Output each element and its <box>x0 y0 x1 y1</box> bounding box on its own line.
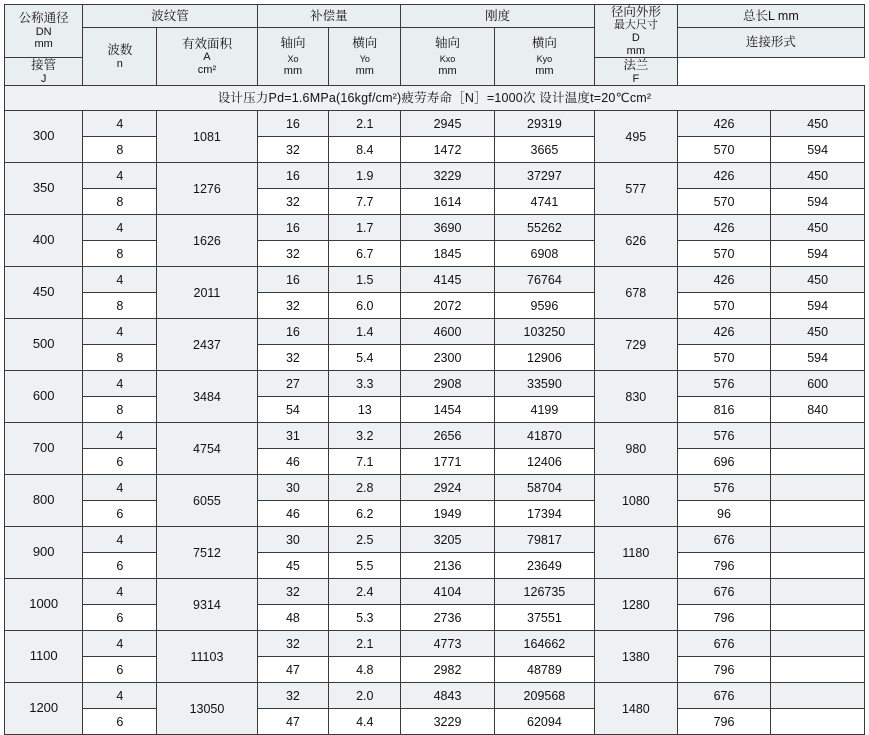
header-f-symbol: F <box>632 72 640 85</box>
cell-xo: 46 <box>257 501 329 527</box>
cell-yo: 2.1 <box>329 111 401 137</box>
cell-xo: 16 <box>257 111 329 137</box>
header-xo-label: 轴向 <box>280 35 306 50</box>
cell-xo: 16 <box>257 267 329 293</box>
header-kxo <box>401 28 495 86</box>
cell-xo: 16 <box>257 163 329 189</box>
cell-n: 6 <box>83 553 157 579</box>
header-d <box>594 5 677 58</box>
cell-f <box>771 475 865 501</box>
cell-kyo: 23649 <box>494 553 594 579</box>
cell-xo: 30 <box>257 527 329 553</box>
cell-xo: 16 <box>257 319 329 345</box>
cell-kyo: 58704 <box>494 475 594 501</box>
cell-kxo: 3229 <box>401 163 495 189</box>
cell-dn: 400 <box>5 215 83 267</box>
header-area-unit: cm² <box>197 63 217 76</box>
cell-j: 676 <box>677 683 771 709</box>
header-kxo-unit: mm <box>438 64 457 77</box>
cell-kxo: 3690 <box>401 215 495 241</box>
header-connection-type: 连接形式 <box>677 28 864 58</box>
header-j-label: 接管 <box>31 58 57 73</box>
header-kyo-label: 横向 <box>531 35 557 50</box>
cell-kxo: 2136 <box>401 553 495 579</box>
cell-f: 840 <box>771 397 865 423</box>
cell-kyo: 9596 <box>494 293 594 319</box>
cell-xo: 32 <box>257 345 329 371</box>
cell-kyo: 4741 <box>494 189 594 215</box>
cell-kyo: 12406 <box>494 449 594 475</box>
cell-j: 816 <box>677 397 771 423</box>
table-row <box>5 111 865 137</box>
table-row <box>5 163 865 189</box>
cell-n: 6 <box>83 709 157 735</box>
cell-j: 676 <box>677 631 771 657</box>
cell-kyo: 164662 <box>494 631 594 657</box>
table-row <box>5 137 865 163</box>
cell-xo: 47 <box>257 709 329 735</box>
cell-kxo: 1949 <box>401 501 495 527</box>
cell-n: 8 <box>83 241 157 267</box>
cell-j: 426 <box>677 215 771 241</box>
cell-kxo: 1771 <box>401 449 495 475</box>
header-f <box>594 58 677 86</box>
cell-kyo: 33590 <box>494 371 594 397</box>
cell-d: 626 <box>594 215 677 267</box>
cell-yo: 6.0 <box>329 293 401 319</box>
cell-kxo: 3205 <box>401 527 495 553</box>
cell-yo: 1.9 <box>329 163 401 189</box>
cell-f: 594 <box>771 137 865 163</box>
table-row <box>5 527 865 553</box>
cell-yo: 2.8 <box>329 475 401 501</box>
cell-d: 1080 <box>594 475 677 527</box>
cell-f <box>771 423 865 449</box>
header-wave-count-label: 波数 <box>107 43 133 58</box>
cell-dn: 300 <box>5 111 83 163</box>
cell-d: 729 <box>594 319 677 371</box>
cell-n: 6 <box>83 657 157 683</box>
cell-area: 1276 <box>157 163 257 215</box>
cell-kxo: 2656 <box>401 423 495 449</box>
specification-table <box>4 4 865 735</box>
cell-yo: 4.8 <box>329 657 401 683</box>
header-f-label: 法兰 <box>623 58 649 73</box>
cell-xo: 30 <box>257 475 329 501</box>
cell-dn: 600 <box>5 371 83 423</box>
cell-kxo: 2924 <box>401 475 495 501</box>
cell-kxo: 4600 <box>401 319 495 345</box>
header-j <box>5 58 83 86</box>
cell-kyo: 17394 <box>494 501 594 527</box>
cell-kyo: 79817 <box>494 527 594 553</box>
cell-kxo: 2982 <box>401 657 495 683</box>
cell-xo: 31 <box>257 423 329 449</box>
header-d-label: 径向外形 <box>610 5 661 19</box>
cell-kyo: 103250 <box>494 319 594 345</box>
cell-kyo: 41870 <box>494 423 594 449</box>
table-row <box>5 215 865 241</box>
cell-kyo: 29319 <box>494 111 594 137</box>
cell-f <box>771 657 865 683</box>
cell-dn: 1100 <box>5 631 83 683</box>
header-d-label2: 最大尺寸 <box>613 19 658 32</box>
cell-j: 570 <box>677 137 771 163</box>
cell-kyo: 37551 <box>494 605 594 631</box>
cell-f <box>771 709 865 735</box>
header-total-length: 总长L mm <box>677 5 864 28</box>
cell-kxo: 1845 <box>401 241 495 267</box>
header-xo <box>257 28 329 86</box>
header-area <box>157 28 257 86</box>
cell-f: 594 <box>771 293 865 319</box>
cell-f: 450 <box>771 319 865 345</box>
header-area-symbol: A <box>203 51 211 64</box>
cell-j: 570 <box>677 293 771 319</box>
header-wave-count-symbol: n <box>116 57 123 70</box>
cell-xo: 45 <box>257 553 329 579</box>
cell-f: 450 <box>771 267 865 293</box>
cell-kyo: 209568 <box>494 683 594 709</box>
cell-n: 6 <box>83 501 157 527</box>
cell-xo: 32 <box>257 579 329 605</box>
cell-f <box>771 501 865 527</box>
table-row <box>5 241 865 267</box>
cell-kxo: 2072 <box>401 293 495 319</box>
header-dn-label: 公称通径 <box>18 11 69 26</box>
cell-n: 8 <box>83 345 157 371</box>
cell-xo: 46 <box>257 449 329 475</box>
cell-kxo: 4145 <box>401 267 495 293</box>
header-d-unit: mm <box>626 44 645 57</box>
cell-d: 678 <box>594 267 677 319</box>
cell-f <box>771 683 865 709</box>
header-xo-unit: mm <box>283 64 303 77</box>
table-row <box>5 371 865 397</box>
table-row <box>5 319 865 345</box>
cell-d: 1480 <box>594 683 677 735</box>
cell-kxo: 2736 <box>401 605 495 631</box>
cell-area: 3484 <box>157 371 257 423</box>
cell-dn: 900 <box>5 527 83 579</box>
header-kxo-label: 轴向 <box>435 35 461 50</box>
cell-xo: 32 <box>257 189 329 215</box>
header-stiffness: 刚度 <box>401 5 595 28</box>
cell-n: 4 <box>83 163 157 189</box>
table-row <box>5 657 865 683</box>
cell-area: 13050 <box>157 683 257 735</box>
header-yo-unit: mm <box>355 64 374 77</box>
cell-j: 696 <box>677 449 771 475</box>
cell-yo: 5.5 <box>329 553 401 579</box>
header-dn <box>5 5 83 58</box>
cell-dn: 700 <box>5 423 83 475</box>
cell-xo: 16 <box>257 215 329 241</box>
cell-yo: 2.1 <box>329 631 401 657</box>
cell-kxo: 4104 <box>401 579 495 605</box>
cell-j: 570 <box>677 189 771 215</box>
cell-kxo: 1454 <box>401 397 495 423</box>
cell-n: 4 <box>83 215 157 241</box>
header-kxo-symbol: Kxo <box>439 54 456 65</box>
cell-n: 4 <box>83 683 157 709</box>
cell-xo: 48 <box>257 605 329 631</box>
cell-dn: 450 <box>5 267 83 319</box>
cell-n: 4 <box>83 475 157 501</box>
cell-area: 11103 <box>157 631 257 683</box>
cell-xo: 32 <box>257 631 329 657</box>
cell-xo: 47 <box>257 657 329 683</box>
cell-yo: 5.3 <box>329 605 401 631</box>
cell-j: 426 <box>677 111 771 137</box>
header-wave-count <box>83 28 157 86</box>
header-row-mid <box>5 28 865 58</box>
cell-dn: 1000 <box>5 579 83 631</box>
cell-yo: 3.2 <box>329 423 401 449</box>
cell-area: 6055 <box>157 475 257 527</box>
cell-d: 1380 <box>594 631 677 683</box>
cell-d: 495 <box>594 111 677 163</box>
cell-yo: 8.4 <box>329 137 401 163</box>
cell-j: 96 <box>677 501 771 527</box>
cell-yo: 5.4 <box>329 345 401 371</box>
cell-d: 577 <box>594 163 677 215</box>
cell-j: 570 <box>677 241 771 267</box>
cell-f: 450 <box>771 215 865 241</box>
cell-d: 980 <box>594 423 677 475</box>
cell-f: 594 <box>771 241 865 267</box>
table-row <box>5 267 865 293</box>
cell-kxo: 2945 <box>401 111 495 137</box>
cell-j: 796 <box>677 553 771 579</box>
table-row <box>5 683 865 709</box>
table-row <box>5 579 865 605</box>
header-yo <box>329 28 401 86</box>
cell-j: 796 <box>677 605 771 631</box>
cell-kxo: 2908 <box>401 371 495 397</box>
table-row <box>5 397 865 423</box>
header-bellows: 波纹管 <box>83 5 257 28</box>
cell-yo: 1.5 <box>329 267 401 293</box>
cell-kyo: 3665 <box>494 137 594 163</box>
cell-area: 2437 <box>157 319 257 371</box>
cell-yo: 6.7 <box>329 241 401 267</box>
cell-f <box>771 553 865 579</box>
cell-d: 830 <box>594 371 677 423</box>
cell-area: 9314 <box>157 579 257 631</box>
cell-yo: 6.2 <box>329 501 401 527</box>
table-row <box>5 709 865 735</box>
header-area-label: 有效面积 <box>181 36 232 51</box>
table-row <box>5 345 865 371</box>
cell-j: 576 <box>677 423 771 449</box>
cell-dn: 500 <box>5 319 83 371</box>
cell-yo: 2.5 <box>329 527 401 553</box>
table-row <box>5 605 865 631</box>
header-row-note <box>5 86 865 111</box>
cell-area: 2011 <box>157 267 257 319</box>
cell-yo: 1.7 <box>329 215 401 241</box>
cell-kyo: 126735 <box>494 579 594 605</box>
cell-f <box>771 527 865 553</box>
header-compensation: 补偿量 <box>257 5 401 28</box>
cell-dn: 350 <box>5 163 83 215</box>
cell-n: 8 <box>83 189 157 215</box>
cell-area: 4754 <box>157 423 257 475</box>
header-d-symbol: D <box>631 32 640 45</box>
header-j-symbol: J <box>40 72 47 85</box>
cell-yo: 13 <box>329 397 401 423</box>
cell-area: 7512 <box>157 527 257 579</box>
cell-xo: 32 <box>257 683 329 709</box>
cell-xo: 32 <box>257 137 329 163</box>
cell-area: 1626 <box>157 215 257 267</box>
cell-j: 426 <box>677 163 771 189</box>
cell-n: 8 <box>83 293 157 319</box>
table-row <box>5 423 865 449</box>
cell-j: 426 <box>677 319 771 345</box>
cell-d: 1180 <box>594 527 677 579</box>
cell-kyo: 76764 <box>494 267 594 293</box>
cell-yo: 1.4 <box>329 319 401 345</box>
cell-area: 1081 <box>157 111 257 163</box>
cell-kyo: 6908 <box>494 241 594 267</box>
header-kyo <box>494 28 594 86</box>
cell-f <box>771 579 865 605</box>
cell-n: 4 <box>83 631 157 657</box>
cell-n: 4 <box>83 319 157 345</box>
table-row <box>5 553 865 579</box>
cell-kxo: 4773 <box>401 631 495 657</box>
cell-f <box>771 605 865 631</box>
cell-n: 4 <box>83 527 157 553</box>
cell-n: 4 <box>83 111 157 137</box>
cell-n: 4 <box>83 579 157 605</box>
table-row <box>5 293 865 319</box>
cell-j: 576 <box>677 371 771 397</box>
cell-kxo: 1614 <box>401 189 495 215</box>
header-yo-label: 横向 <box>352 35 378 50</box>
cell-yo: 7.1 <box>329 449 401 475</box>
cell-yo: 2.0 <box>329 683 401 709</box>
cell-j: 576 <box>677 475 771 501</box>
design-conditions-note: 设计压力Pd=1.6MPa(16kgf/cm²)疲劳寿命［N］=1000次 设计温度t=20℃cm² <box>5 86 865 111</box>
cell-f: 450 <box>771 163 865 189</box>
cell-j: 426 <box>677 267 771 293</box>
cell-yo: 3.3 <box>329 371 401 397</box>
cell-yo: 7.7 <box>329 189 401 215</box>
cell-kyo: 37297 <box>494 163 594 189</box>
table-row <box>5 475 865 501</box>
cell-kxo: 1472 <box>401 137 495 163</box>
cell-j: 570 <box>677 345 771 371</box>
cell-f: 600 <box>771 371 865 397</box>
table-row <box>5 501 865 527</box>
cell-xo: 32 <box>257 293 329 319</box>
cell-dn: 1200 <box>5 683 83 735</box>
header-xo-symbol: Xo <box>287 54 299 65</box>
cell-n: 8 <box>83 137 157 163</box>
table-body <box>5 111 865 735</box>
cell-j: 676 <box>677 579 771 605</box>
cell-f <box>771 449 865 475</box>
cell-n: 6 <box>83 605 157 631</box>
cell-kyo: 48789 <box>494 657 594 683</box>
cell-kxo: 4843 <box>401 683 495 709</box>
header-kyo-symbol: Kyo <box>536 54 553 65</box>
cell-kxo: 3229 <box>401 709 495 735</box>
cell-j: 796 <box>677 657 771 683</box>
cell-yo: 4.4 <box>329 709 401 735</box>
cell-d: 1280 <box>594 579 677 631</box>
cell-kxo: 2300 <box>401 345 495 371</box>
cell-kyo: 55262 <box>494 215 594 241</box>
table-row <box>5 189 865 215</box>
cell-kyo: 12906 <box>494 345 594 371</box>
cell-f: 594 <box>771 345 865 371</box>
table-row <box>5 449 865 475</box>
cell-xo: 54 <box>257 397 329 423</box>
cell-kyo: 62094 <box>494 709 594 735</box>
cell-dn: 800 <box>5 475 83 527</box>
cell-n: 4 <box>83 267 157 293</box>
header-kyo-unit: mm <box>535 64 554 77</box>
table-row <box>5 631 865 657</box>
header-dn-code: DN <box>35 25 52 38</box>
cell-kyo: 4199 <box>494 397 594 423</box>
cell-j: 796 <box>677 709 771 735</box>
header-dn-unit: mm <box>34 38 53 51</box>
cell-n: 6 <box>83 449 157 475</box>
cell-f <box>771 631 865 657</box>
header-yo-symbol: Yo <box>359 54 370 65</box>
cell-n: 8 <box>83 397 157 423</box>
table-header <box>5 5 865 111</box>
cell-f: 450 <box>771 111 865 137</box>
cell-n: 4 <box>83 423 157 449</box>
cell-xo: 32 <box>257 241 329 267</box>
header-row-top <box>5 5 865 28</box>
cell-yo: 2.4 <box>329 579 401 605</box>
cell-f: 594 <box>771 189 865 215</box>
cell-n: 4 <box>83 371 157 397</box>
cell-xo: 27 <box>257 371 329 397</box>
cell-j: 676 <box>677 527 771 553</box>
